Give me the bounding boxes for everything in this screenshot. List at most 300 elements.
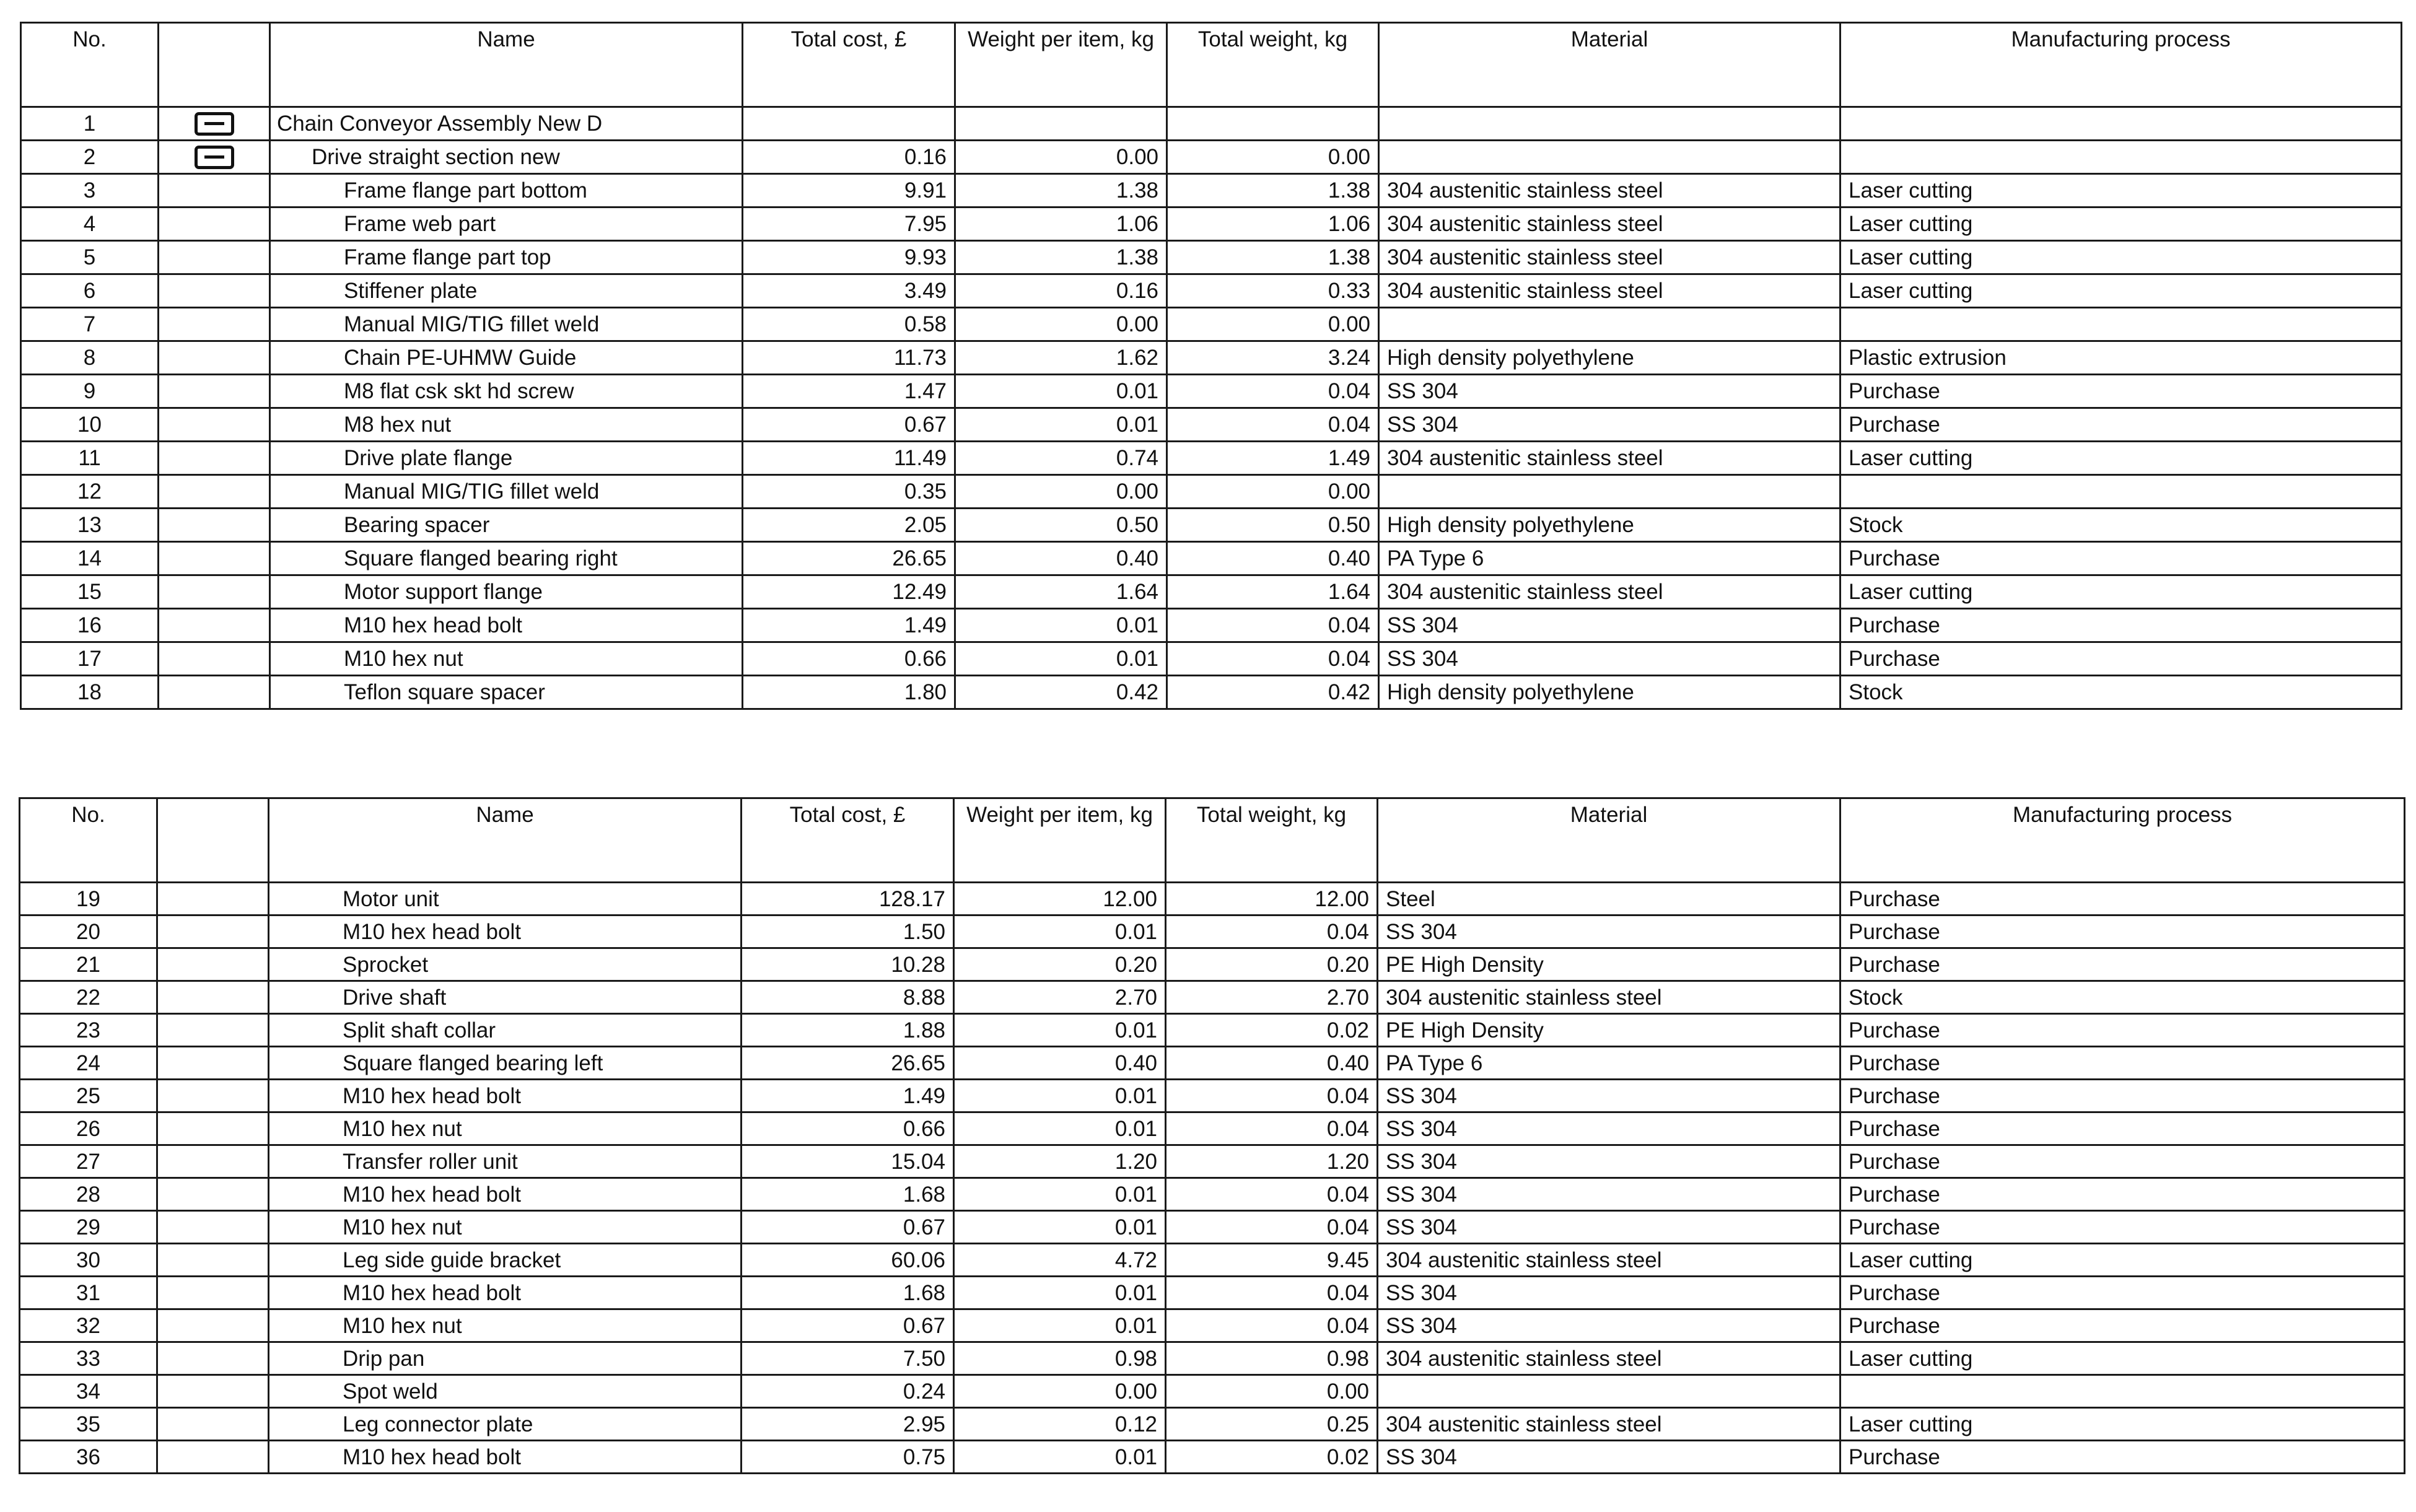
cell-material: SS 304 xyxy=(1379,609,1840,642)
cell-total-cost: 0.67 xyxy=(742,1211,954,1244)
cell-control xyxy=(159,442,270,475)
cell-no: 17 xyxy=(21,642,159,676)
cell-name[interactable]: Square flanged bearing right xyxy=(270,542,743,575)
cell-weight-per-item: 0.01 xyxy=(954,1112,1166,1145)
table-row[interactable] xyxy=(20,948,2405,981)
cell-total-weight: 1.49 xyxy=(1167,442,1379,475)
cell-material: 304 austenitic stainless steel xyxy=(1379,241,1840,274)
cell-name[interactable]: M10 hex head bolt xyxy=(270,609,743,642)
cell-manufacturing-process: Purchase xyxy=(1840,916,2405,948)
header-manufacturing-process[interactable]: Manufacturing process xyxy=(1840,23,2402,107)
cell-name[interactable]: Sprocket xyxy=(269,948,742,981)
table-row[interactable] xyxy=(20,1375,2405,1408)
cell-manufacturing-process: Laser cutting xyxy=(1840,1244,2405,1277)
cell-weight-per-item: 1.64 xyxy=(955,575,1167,609)
cell-total-cost: 2.05 xyxy=(743,509,955,542)
cell-manufacturing-process: Purchase xyxy=(1840,1309,2405,1342)
cell-total-cost: 0.24 xyxy=(742,1375,954,1408)
cell-no: 33 xyxy=(20,1342,157,1375)
cell-name[interactable]: M10 hex head bolt xyxy=(269,1080,742,1112)
cell-manufacturing-process: Purchase xyxy=(1840,375,2402,408)
cell-total-weight: 2.70 xyxy=(1166,981,1378,1014)
cell-manufacturing-process: Purchase xyxy=(1840,1047,2405,1080)
table-row[interactable] xyxy=(21,274,2402,308)
cell-manufacturing-process: Purchase xyxy=(1840,408,2402,442)
cell-total-cost: 15.04 xyxy=(742,1145,954,1178)
cell-material: PE High Density xyxy=(1378,948,1840,981)
cell-total-cost: 0.67 xyxy=(743,408,955,442)
cell-control xyxy=(157,1112,269,1145)
header-material[interactable]: Material xyxy=(1379,23,1840,107)
cell-total-cost: 60.06 xyxy=(742,1244,954,1277)
cell-name[interactable]: M10 hex nut xyxy=(270,642,743,676)
cell-weight-per-item: 1.38 xyxy=(955,174,1167,208)
cell-name[interactable]: Motor unit xyxy=(269,883,742,916)
cell-manufacturing-process: Laser cutting xyxy=(1840,575,2402,609)
table-row[interactable] xyxy=(21,542,2402,575)
cell-total-cost: 1.50 xyxy=(742,916,954,948)
cell-total-cost: 26.65 xyxy=(743,542,955,575)
header-total-cost[interactable]: Total cost, £ xyxy=(742,798,954,883)
cell-weight-per-item: 0.74 xyxy=(955,442,1167,475)
cell-manufacturing-process: Purchase xyxy=(1840,542,2402,575)
cell-name[interactable]: Drip pan xyxy=(269,1342,742,1375)
cell-manufacturing-process: Stock xyxy=(1840,509,2402,542)
table-row[interactable] xyxy=(21,241,2402,274)
header-control xyxy=(157,798,269,883)
cell-manufacturing-process: Laser cutting xyxy=(1840,208,2402,241)
cell-weight-per-item: 0.01 xyxy=(955,642,1167,676)
cell-weight-per-item: 0.01 xyxy=(955,375,1167,408)
cell-name[interactable]: Drive plate flange xyxy=(270,442,743,475)
cell-weight-per-item: 0.01 xyxy=(954,916,1166,948)
cell-total-cost: 9.93 xyxy=(743,241,955,274)
cell-material xyxy=(1379,141,1840,174)
cell-total-weight: 0.04 xyxy=(1167,642,1379,676)
cell-total-cost: 7.95 xyxy=(743,208,955,241)
cell-weight-per-item: 0.01 xyxy=(954,1211,1166,1244)
cell-total-weight: 0.00 xyxy=(1167,308,1379,341)
cell-name[interactable]: Spot weld xyxy=(269,1375,742,1408)
cell-control xyxy=(157,1178,269,1211)
table-row[interactable] xyxy=(21,408,2402,442)
cell-manufacturing-process: Purchase xyxy=(1840,948,2405,981)
table-row[interactable] xyxy=(21,475,2402,509)
cell-material: High density polyethylene xyxy=(1379,676,1840,709)
cell-name[interactable]: Manual MIG/TIG fillet weld xyxy=(270,475,743,509)
cell-weight-per-item: 1.06 xyxy=(955,208,1167,241)
header-no[interactable]: No. xyxy=(20,798,157,883)
cell-total-weight: 1.20 xyxy=(1166,1145,1378,1178)
cell-name[interactable]: M8 hex nut xyxy=(270,408,743,442)
header-row xyxy=(21,23,2402,107)
cell-total-cost: 3.49 xyxy=(743,274,955,308)
cell-manufacturing-process: Laser cutting xyxy=(1840,442,2402,475)
cell-weight-per-item: 0.12 xyxy=(954,1408,1166,1441)
cell-material: SS 304 xyxy=(1379,375,1840,408)
cell-manufacturing-process: Laser cutting xyxy=(1840,1342,2405,1375)
cell-control xyxy=(159,375,270,408)
cell-total-cost xyxy=(743,107,955,141)
cell-material: SS 304 xyxy=(1378,1145,1840,1178)
cell-weight-per-item: 0.01 xyxy=(954,1277,1166,1309)
cell-total-weight: 0.20 xyxy=(1166,948,1378,981)
cell-control xyxy=(157,1309,269,1342)
cell-name[interactable]: Teflon square spacer xyxy=(270,676,743,709)
header-total-weight[interactable]: Total weight, kg xyxy=(1166,798,1378,883)
header-weight-per-item[interactable]: Weight per item, kg xyxy=(954,798,1166,883)
table-row[interactable] xyxy=(21,575,2402,609)
cell-total-cost: 9.91 xyxy=(743,174,955,208)
cell-material: SS 304 xyxy=(1378,1211,1840,1244)
cell-total-weight: 3.24 xyxy=(1167,341,1379,375)
table-row[interactable] xyxy=(20,1277,2405,1309)
cell-control xyxy=(159,408,270,442)
header-name[interactable]: Name xyxy=(270,23,743,107)
cell-total-weight: 0.04 xyxy=(1166,1112,1378,1145)
cell-no: 6 xyxy=(21,274,159,308)
cell-no: 29 xyxy=(20,1211,157,1244)
cell-total-cost: 1.49 xyxy=(742,1080,954,1112)
cell-name[interactable]: Leg connector plate xyxy=(269,1408,742,1441)
header-total-cost[interactable]: Total cost, £ xyxy=(743,23,955,107)
cell-material: 304 austenitic stainless steel xyxy=(1379,442,1840,475)
cell-total-cost: 2.95 xyxy=(742,1408,954,1441)
cell-weight-per-item: 0.42 xyxy=(955,676,1167,709)
cell-total-weight: 0.02 xyxy=(1166,1441,1378,1474)
cell-total-weight: 0.02 xyxy=(1166,1014,1378,1047)
header-material[interactable]: Material xyxy=(1378,798,1840,883)
cell-weight-per-item: 0.98 xyxy=(954,1342,1166,1375)
collapse-toggle-icon[interactable] xyxy=(195,146,234,169)
cell-material: SS 304 xyxy=(1378,1277,1840,1309)
cell-weight-per-item: 0.00 xyxy=(955,308,1167,341)
cell-total-weight: 1.64 xyxy=(1167,575,1379,609)
cell-total-weight: 9.45 xyxy=(1166,1244,1378,1277)
cell-weight-per-item: 2.70 xyxy=(954,981,1166,1014)
table-row[interactable] xyxy=(20,1244,2405,1277)
table-row[interactable] xyxy=(20,1112,2405,1145)
cell-material: 304 austenitic stainless steel xyxy=(1379,174,1840,208)
cell-total-weight: 0.04 xyxy=(1166,1309,1378,1342)
cell-name[interactable]: Drive shaft xyxy=(269,981,742,1014)
cell-total-weight: 1.06 xyxy=(1167,208,1379,241)
cell-total-weight: 0.04 xyxy=(1167,609,1379,642)
table-row[interactable] xyxy=(21,141,2402,174)
cell-weight-per-item: 12.00 xyxy=(954,883,1166,916)
table-row[interactable] xyxy=(20,1080,2405,1112)
cell-total-cost: 0.16 xyxy=(743,141,955,174)
cell-material: SS 304 xyxy=(1378,1309,1840,1342)
cell-total-weight: 0.04 xyxy=(1166,1178,1378,1211)
cell-control xyxy=(159,308,270,341)
table-row[interactable] xyxy=(20,1342,2405,1375)
cell-manufacturing-process: Plastic extrusion xyxy=(1840,341,2402,375)
cell-name[interactable]: M10 hex nut xyxy=(269,1309,742,1342)
cell-no: 9 xyxy=(21,375,159,408)
cell-control xyxy=(157,1080,269,1112)
cell-no: 24 xyxy=(20,1047,157,1080)
table-row[interactable] xyxy=(21,341,2402,375)
table-row[interactable] xyxy=(20,1211,2405,1244)
cell-no: 14 xyxy=(21,542,159,575)
cell-weight-per-item: 0.20 xyxy=(954,948,1166,981)
table-row[interactable] xyxy=(21,509,2402,542)
cell-weight-per-item: 0.16 xyxy=(955,274,1167,308)
cell-manufacturing-process: Purchase xyxy=(1840,1277,2405,1309)
cell-name[interactable]: Motor support flange xyxy=(270,575,743,609)
cell-material: PE High Density xyxy=(1378,1014,1840,1047)
cell-material: SS 304 xyxy=(1378,916,1840,948)
cell-total-cost: 0.58 xyxy=(743,308,955,341)
cell-material: SS 304 xyxy=(1379,408,1840,442)
cell-no: 12 xyxy=(21,475,159,509)
cell-manufacturing-process: Laser cutting xyxy=(1840,1408,2405,1441)
table-row[interactable] xyxy=(20,1441,2405,1474)
cell-control xyxy=(159,509,270,542)
cell-material: SS 304 xyxy=(1379,642,1840,676)
cell-total-cost: 1.88 xyxy=(742,1014,954,1047)
bom-table-part-1 xyxy=(20,22,2402,710)
cell-total-cost: 26.65 xyxy=(742,1047,954,1080)
table-row[interactable] xyxy=(21,442,2402,475)
cell-total-weight: 0.40 xyxy=(1167,542,1379,575)
cell-no: 31 xyxy=(20,1277,157,1309)
cell-control xyxy=(157,1375,269,1408)
cell-weight-per-item: 0.01 xyxy=(955,609,1167,642)
cell-manufacturing-process: Purchase xyxy=(1840,883,2405,916)
cell-control xyxy=(159,575,270,609)
cell-control xyxy=(159,274,270,308)
cell-control xyxy=(157,1408,269,1441)
cell-total-weight: 0.04 xyxy=(1166,1080,1378,1112)
table-row[interactable] xyxy=(21,107,2402,141)
table-row[interactable] xyxy=(20,1014,2405,1047)
cell-name[interactable]: Manual MIG/TIG fillet weld xyxy=(270,308,743,341)
cell-control xyxy=(159,241,270,274)
cell-total-cost: 1.68 xyxy=(742,1277,954,1309)
cell-total-cost: 10.28 xyxy=(742,948,954,981)
cell-name[interactable]: Frame web part xyxy=(270,208,743,241)
cell-manufacturing-process: Purchase xyxy=(1840,1112,2405,1145)
cell-no: 23 xyxy=(20,1014,157,1047)
cell-control xyxy=(157,1211,269,1244)
cell-material: SS 304 xyxy=(1378,1441,1840,1474)
cell-weight-per-item: 4.72 xyxy=(954,1244,1166,1277)
cell-control xyxy=(157,1244,269,1277)
table-row[interactable] xyxy=(20,1145,2405,1178)
cell-control xyxy=(157,1342,269,1375)
cell-manufacturing-process xyxy=(1840,475,2402,509)
cell-control xyxy=(157,883,269,916)
cell-total-cost: 0.35 xyxy=(743,475,955,509)
cell-total-weight: 0.42 xyxy=(1167,676,1379,709)
cell-no: 5 xyxy=(21,241,159,274)
table-row[interactable] xyxy=(20,916,2405,948)
cell-name[interactable]: Split shaft collar xyxy=(269,1014,742,1047)
cell-no: 27 xyxy=(20,1145,157,1178)
cell-material: 304 austenitic stainless steel xyxy=(1378,1408,1840,1441)
cell-manufacturing-process: Laser cutting xyxy=(1840,274,2402,308)
cell-weight-per-item: 0.01 xyxy=(954,1309,1166,1342)
cell-total-cost: 7.50 xyxy=(742,1342,954,1375)
cell-material: SS 304 xyxy=(1378,1112,1840,1145)
cell-weight-per-item xyxy=(955,107,1167,141)
cell-manufacturing-process: Purchase xyxy=(1840,1145,2405,1178)
cell-material: PA Type 6 xyxy=(1378,1047,1840,1080)
cell-material xyxy=(1379,475,1840,509)
cell-control[interactable] xyxy=(159,107,270,141)
cell-control xyxy=(157,1441,269,1474)
cell-manufacturing-process: Purchase xyxy=(1840,642,2402,676)
header-name[interactable]: Name xyxy=(269,798,742,883)
cell-no: 10 xyxy=(21,408,159,442)
cell-total-cost: 8.88 xyxy=(742,981,954,1014)
cell-total-cost: 0.66 xyxy=(742,1112,954,1145)
cell-manufacturing-process: Purchase xyxy=(1840,1080,2405,1112)
cell-no: 1 xyxy=(21,107,159,141)
cell-control xyxy=(157,981,269,1014)
table-row[interactable] xyxy=(21,676,2402,709)
cell-control xyxy=(159,174,270,208)
cell-manufacturing-process: Purchase xyxy=(1840,1441,2405,1474)
cell-weight-per-item: 0.01 xyxy=(954,1441,1166,1474)
cell-weight-per-item: 1.38 xyxy=(955,241,1167,274)
cell-name[interactable]: M10 hex nut xyxy=(269,1211,742,1244)
cell-name[interactable]: Frame flange part top xyxy=(270,241,743,274)
cell-total-weight: 0.04 xyxy=(1167,375,1379,408)
cell-no: 20 xyxy=(20,916,157,948)
cell-total-cost: 1.68 xyxy=(742,1178,954,1211)
cell-weight-per-item: 0.01 xyxy=(954,1178,1166,1211)
cell-total-weight: 0.25 xyxy=(1166,1408,1378,1441)
cell-weight-per-item: 0.01 xyxy=(954,1080,1166,1112)
cell-total-cost: 0.66 xyxy=(743,642,955,676)
collapse-toggle-icon[interactable] xyxy=(195,112,234,136)
cell-control xyxy=(159,676,270,709)
cell-total-weight: 0.04 xyxy=(1167,408,1379,442)
table-row[interactable] xyxy=(20,1309,2405,1342)
cell-material: Steel xyxy=(1378,883,1840,916)
cell-name[interactable]: M10 hex nut xyxy=(269,1112,742,1145)
cell-manufacturing-process: Purchase xyxy=(1840,1178,2405,1211)
cell-total-weight: 0.04 xyxy=(1166,916,1378,948)
cell-total-cost: 128.17 xyxy=(742,883,954,916)
cell-name[interactable]: Square flanged bearing left xyxy=(269,1047,742,1080)
cell-material: 304 austenitic stainless steel xyxy=(1379,274,1840,308)
cell-control xyxy=(157,1277,269,1309)
cell-name[interactable]: Chain PE-UHMW Guide xyxy=(270,341,743,375)
cell-no: 18 xyxy=(21,676,159,709)
cell-total-weight: 0.00 xyxy=(1167,141,1379,174)
header-no[interactable]: No. xyxy=(21,23,159,107)
cell-total-weight: 0.98 xyxy=(1166,1342,1378,1375)
bom-rows xyxy=(20,883,2405,1474)
cell-control xyxy=(157,916,269,948)
cell-total-cost: 1.47 xyxy=(743,375,955,408)
cell-material xyxy=(1378,1375,1840,1408)
cell-name[interactable]: M8 flat csk skt hd screw xyxy=(270,375,743,408)
cell-no: 15 xyxy=(21,575,159,609)
cell-total-weight: 0.40 xyxy=(1166,1047,1378,1080)
cell-no: 19 xyxy=(20,883,157,916)
cell-no: 28 xyxy=(20,1178,157,1211)
table-row[interactable] xyxy=(20,1408,2405,1441)
cell-name[interactable]: Chain Conveyor Assembly New D xyxy=(270,107,743,141)
table-row[interactable] xyxy=(20,981,2405,1014)
table-row[interactable] xyxy=(20,1178,2405,1211)
cell-weight-per-item: 0.00 xyxy=(955,475,1167,509)
cell-material: High density polyethylene xyxy=(1379,341,1840,375)
cell-no: 4 xyxy=(21,208,159,241)
cell-no: 34 xyxy=(20,1375,157,1408)
cell-name[interactable]: Leg side guide bracket xyxy=(269,1244,742,1277)
cell-material: 304 austenitic stainless steel xyxy=(1378,981,1840,1014)
cell-material: SS 304 xyxy=(1378,1178,1840,1211)
cell-manufacturing-process: Stock xyxy=(1840,676,2402,709)
table-row[interactable] xyxy=(21,642,2402,676)
cell-name[interactable]: M10 hex head bolt xyxy=(269,916,742,948)
table-row[interactable] xyxy=(21,375,2402,408)
cell-no: 32 xyxy=(20,1309,157,1342)
table-row[interactable] xyxy=(21,174,2402,208)
cell-name[interactable]: Drive straight section new xyxy=(270,141,743,174)
cell-material: 304 austenitic stainless steel xyxy=(1379,575,1840,609)
header-total-weight[interactable]: Total weight, kg xyxy=(1167,23,1379,107)
cell-no: 30 xyxy=(20,1244,157,1277)
cell-name[interactable]: M10 hex head bolt xyxy=(269,1178,742,1211)
table-row[interactable] xyxy=(21,609,2402,642)
cell-control xyxy=(157,948,269,981)
cell-total-cost: 12.49 xyxy=(743,575,955,609)
cell-total-cost: 0.75 xyxy=(742,1441,954,1474)
cell-name[interactable]: M10 hex head bolt xyxy=(269,1277,742,1309)
table-row[interactable] xyxy=(20,1047,2405,1080)
cell-name[interactable]: Bearing spacer xyxy=(270,509,743,542)
table-row[interactable] xyxy=(20,883,2405,916)
cell-control xyxy=(157,1145,269,1178)
cell-material: High density polyethylene xyxy=(1379,509,1840,542)
bom-rows xyxy=(21,107,2402,709)
cell-no: 21 xyxy=(20,948,157,981)
cell-manufacturing-process xyxy=(1840,141,2402,174)
cell-total-cost: 0.67 xyxy=(742,1309,954,1342)
cell-control xyxy=(159,475,270,509)
cell-name[interactable]: M10 hex head bolt xyxy=(269,1441,742,1474)
cell-total-weight: 1.38 xyxy=(1167,241,1379,274)
cell-weight-per-item: 0.01 xyxy=(955,408,1167,442)
table-row[interactable] xyxy=(21,308,2402,341)
header-weight-per-item[interactable]: Weight per item, kg xyxy=(955,23,1167,107)
cell-no: 11 xyxy=(21,442,159,475)
cell-total-weight: 0.04 xyxy=(1166,1277,1378,1309)
cell-total-cost: 11.73 xyxy=(743,341,955,375)
cell-weight-per-item: 1.62 xyxy=(955,341,1167,375)
cell-name[interactable]: Stiffener plate xyxy=(270,274,743,308)
cell-total-weight: 0.04 xyxy=(1166,1211,1378,1244)
cell-no: 35 xyxy=(20,1408,157,1441)
header-manufacturing-process[interactable]: Manufacturing process xyxy=(1840,798,2405,883)
cell-name[interactable]: Transfer roller unit xyxy=(269,1145,742,1178)
cell-manufacturing-process xyxy=(1840,308,2402,341)
table-row[interactable] xyxy=(21,208,2402,241)
cell-name[interactable]: Frame flange part bottom xyxy=(270,174,743,208)
cell-material xyxy=(1379,308,1840,341)
cell-control xyxy=(159,609,270,642)
cell-control xyxy=(159,208,270,241)
cell-control[interactable] xyxy=(159,141,270,174)
cell-total-weight: 0.00 xyxy=(1166,1375,1378,1408)
